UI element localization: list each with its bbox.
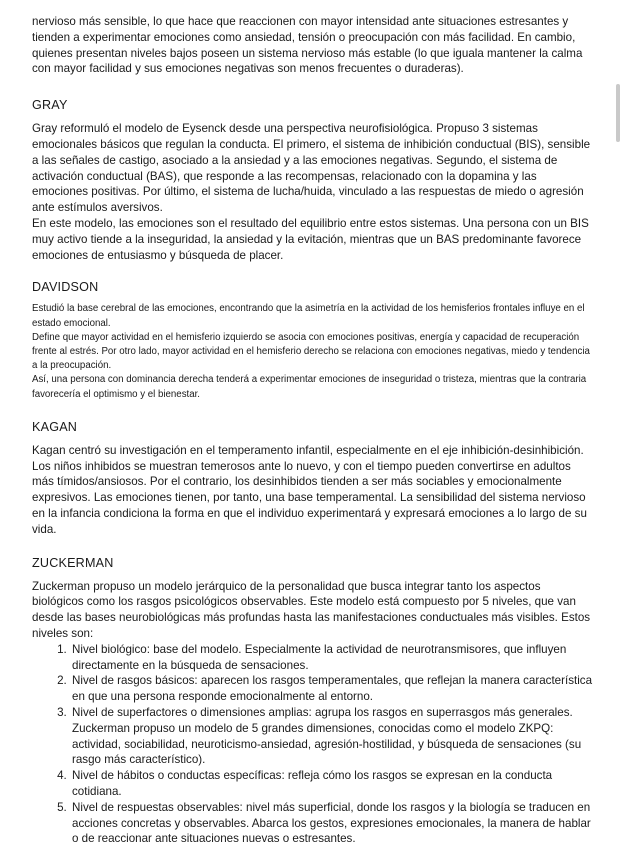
davidson-paragraph-2: Define que mayor actividad en el hemisferio izquierdo se asocia con emociones positivas, energía y capacidad de recuperación frente al estrés. Por otro lado, mayor actividad en el hemisferio derecho se relaciona con emociones negativas, miedo y tendencia a la preocupación.	[32, 331, 590, 372]
section-kagan	[32, 419, 594, 538]
section-davidson	[32, 279, 594, 401]
list-item: 5. Nivel de respuestas observables: nivel más superficial, donde los rasgos y la biología se traducen en acciones concretas y observables. Abarca los gestos, expresiones emocionales, la manera de hablar o de reaccionar ante situaciones nuevas o estresantes.	[70, 800, 594, 847]
zuckerman-levels-list	[32, 642, 594, 847]
intro-paragraph: nervioso más sensible, lo que hace que reaccionen con mayor intensidad ante situaciones estresantes y tienden a experimentar emociones como ansiedad, tensión o preocupación con más facilidad. En cambio, quienes presentan niveles bajos poseen un sistema nervioso más estable (lo que iguala mantener la calma con mayor facilidad y sus emociones negativas son menos frecuentes o duraderas).	[32, 15, 583, 76]
section-title-davidson: DAVIDSON	[32, 280, 99, 295]
list-item: 1. Nivel biológico: base del modelo. Especialmente la actividad de neurotransmisores, que influyen directamente en la búsqueda de sensaciones.	[70, 642, 594, 674]
section-title-gray: GRAY	[32, 98, 68, 113]
davidson-paragraph-3: Así, una persona con dominancia derecha tenderá a experimentar emociones de inseguridad o tristeza, mientras que la contraria favorecería el optimismo y el bienestar.	[32, 374, 587, 400]
list-item: 4. Nivel de hábitos o conductas específicas: refleja cómo los rasgos se expresan en la conducta cotidiana.	[70, 768, 594, 800]
kagan-paragraph-1: Kagan centró su investigación en el temperamento infantil, especialmente en el eje inhibición-desinhibición. Los niños inhibidos se muestran temerosos ante lo nuevo, y con el tiempo pueden convertirse en adultos más tímidos/ansiosos. Por el contrario, los desinhibidos tienden a ser más sociables y emocionalmente expresivos. Las emociones tienen, por tanto, una base temperamental. La sensibilidad del sistema nervioso en la infancia condiciona la forma en que el individuo experimentará y expresará emociones a lo largo de su vida.	[32, 443, 587, 536]
gray-paragraph-1: Gray reformuló el modelo de Eysenck desde una perspectiva neurofisiológica. Propuso 3 sistemas emocionales básicos que regulan la conducta. El primero, el sistema de inhibición conductual (BIS), sensible a las señales de castigo, asociado a la ansiedad y a las emociones negativas. Segundo, el sistema de activación conductual (BAS), que responde a las recompensas, relacionado con la dopamina y las emociones positivas. Por último, el sistema de lucha/huida, vinculado a las respuestas de miedo o agresión ante estímulos aversivos.	[32, 122, 591, 215]
scrollbar[interactable]	[616, 84, 620, 142]
section-title-kagan: KAGAN	[32, 419, 78, 434]
gray-paragraph-2: En este modelo, las emociones son el resultado del equilibrio entre estos sistemas. Una persona con un BIS muy activo tiende a la inseguridad, la ansiedad y la evitación, mientras que un BAS predominante favorece emociones de entusiasmo y búsqueda de placer.	[32, 216, 589, 262]
document-page	[32, 14, 594, 847]
section-title-zuckerman: ZUCKERMAN	[32, 555, 114, 570]
zuckerman-paragraph-1: Zuckerman propuso un modelo jerárquico de la personalidad que busca integrar tanto los aspectos biológicos como los rasgos psicológicos observables. Este modelo está compuesto por 5 niveles, que van desde las bases neurobiológicas más profundas hasta las manifestaciones conductuales más visibles. Estos niveles son:	[32, 579, 591, 640]
section-zuckerman	[32, 555, 594, 848]
davidson-paragraph-1: Estudió la base cerebral de las emociones, encontrando que la asimetría en la actividad de los hemisferios frontales influye en el estado emocional.	[32, 303, 585, 329]
section-gray	[32, 97, 594, 263]
list-item: 3. Nivel de superfactores o dimensiones amplias: agrupa los rasgos en superrasgos más generales. Zuckerman propuso un modelo de 5 grandes dimensiones, conocidas como el modelo ZKPQ: actividad, sociabilidad, neuroticismo-ansiedad, agresión-hostilidad, y búsqueda de sensaciones (su rasgo más característico).	[70, 705, 594, 768]
list-item: 2. Nivel de rasgos básicos: aparecen los rasgos temperamentales, que reflejan la manera característica en que una persona responde emocionalmente al entorno.	[70, 673, 594, 705]
